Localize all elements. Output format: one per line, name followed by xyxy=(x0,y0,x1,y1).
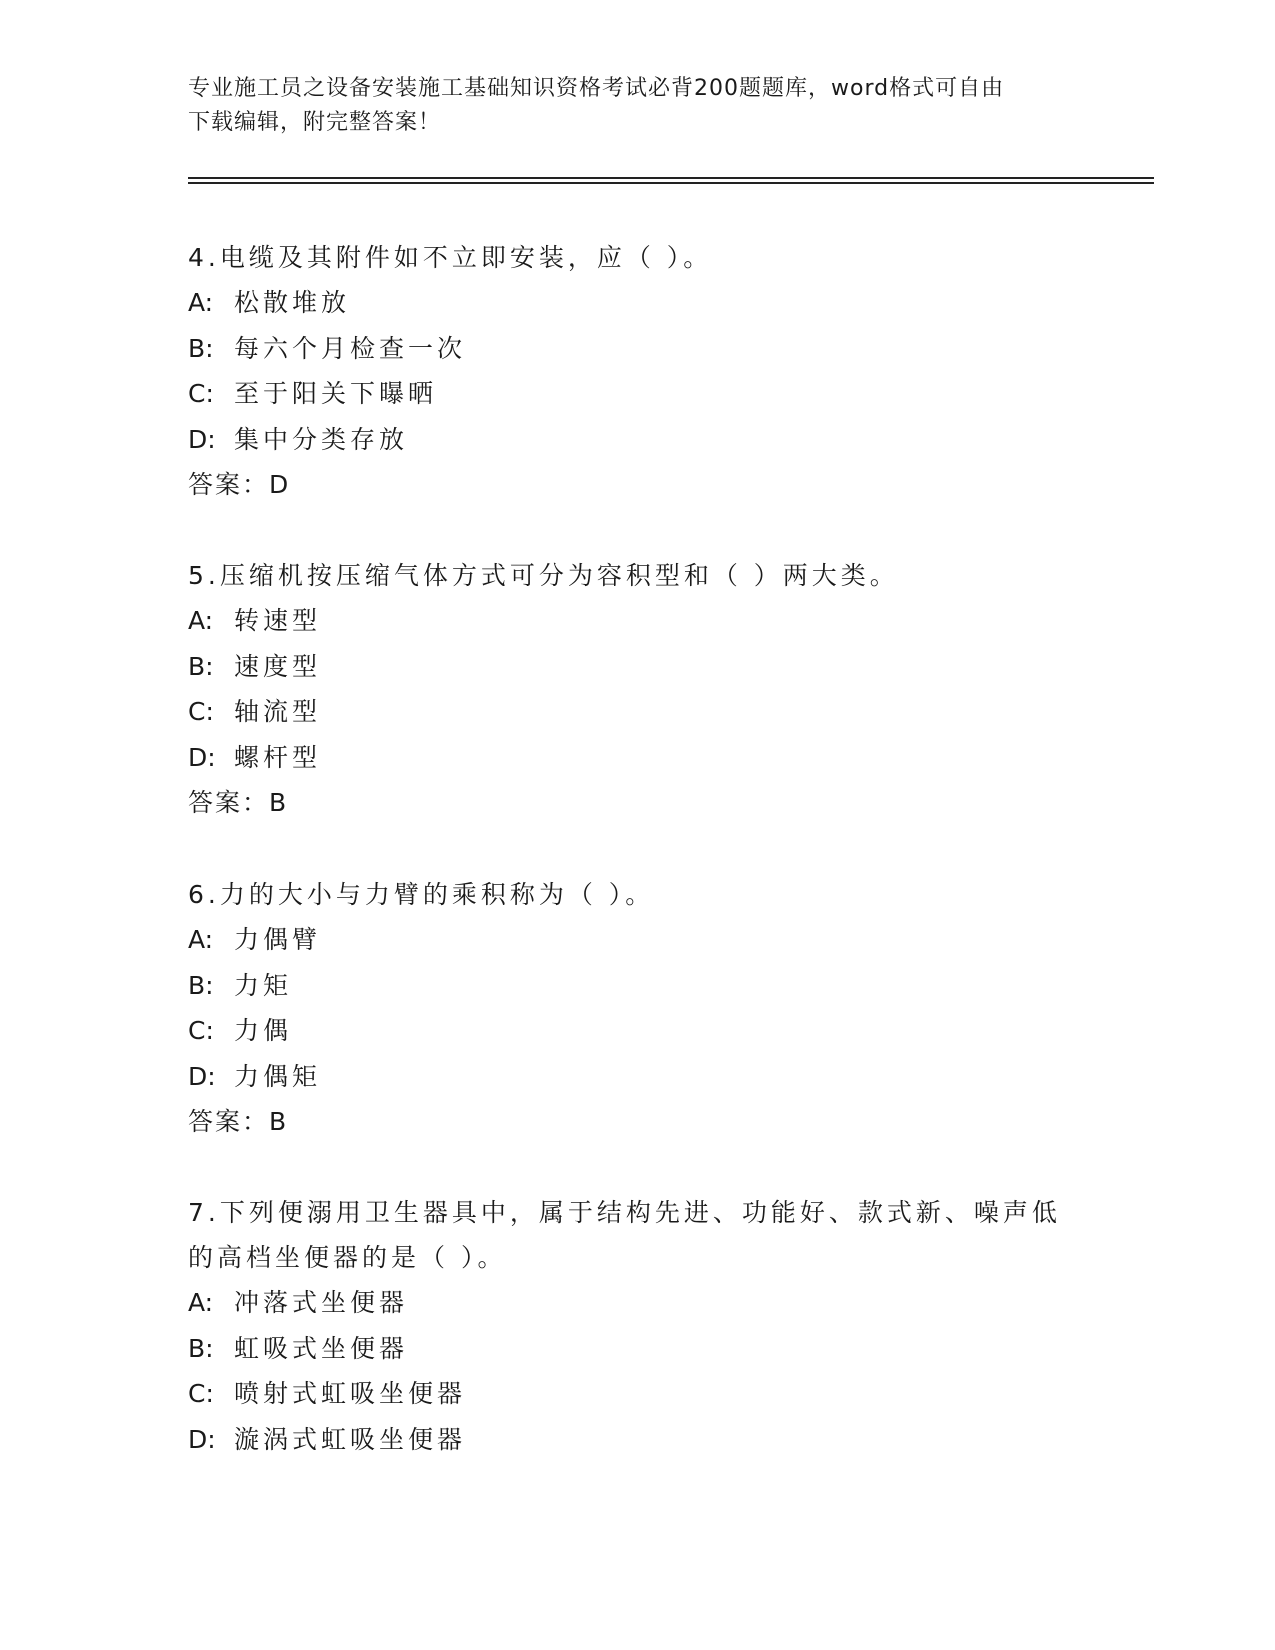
option-d xyxy=(188,735,1088,781)
option-text: 喷射式虹吸坐便器 xyxy=(234,1379,467,1408)
header-divider-bottom xyxy=(188,182,1154,184)
header-divider-top xyxy=(188,177,1154,179)
option-letter: D: xyxy=(188,1061,216,1091)
option-b xyxy=(188,1326,1088,1372)
answer-label: 答案：B xyxy=(188,1107,289,1136)
option-b xyxy=(188,963,1088,1009)
option-letter: D: xyxy=(188,424,216,454)
option-letter: B: xyxy=(188,1333,214,1363)
option-a xyxy=(188,280,1088,326)
option-a xyxy=(188,598,1088,644)
header-line-2: 下载编辑，附完整答案！ xyxy=(188,110,442,135)
option-letter: A: xyxy=(188,1288,214,1317)
option-letter: C: xyxy=(188,379,214,408)
option-text: 漩涡式虹吸坐便器 xyxy=(234,1424,467,1454)
option-text: 速度型 xyxy=(234,651,322,681)
option-letter: B: xyxy=(188,970,214,1000)
question-stem: 7.下列便溺用卫生器具中，属于结构先进、功能好、款式新、噪声低的高档坐便器的是（ ）。 xyxy=(188,1198,1061,1272)
option-c xyxy=(188,1371,1088,1417)
option-letter: A: xyxy=(188,288,214,317)
option-d xyxy=(188,417,1088,463)
option-text: 力偶臂 xyxy=(234,925,322,954)
option-text: 转速型 xyxy=(234,606,322,635)
option-letter: B: xyxy=(188,333,214,363)
option-text: 螺杆型 xyxy=(234,742,322,772)
question-stem: 5.压缩机按压缩气体方式可分为容积型和（ ）两大类。 xyxy=(188,561,899,590)
question-7 xyxy=(188,1190,1088,1462)
option-text: 集中分类存放 xyxy=(234,424,409,454)
option-b xyxy=(188,326,1088,372)
option-text: 轴流型 xyxy=(234,697,322,726)
option-letter: D: xyxy=(188,742,216,772)
option-text: 力偶矩 xyxy=(234,1061,322,1091)
option-a xyxy=(188,1280,1088,1326)
question-stem: 4.电缆及其附件如不立即安装，应（ ）。 xyxy=(188,243,713,272)
answer-label: 答案：B xyxy=(188,788,289,817)
option-b xyxy=(188,644,1088,690)
option-letter: A: xyxy=(188,606,214,635)
option-d xyxy=(188,1417,1088,1463)
option-letter: A: xyxy=(188,925,214,954)
option-letter: C: xyxy=(188,1016,214,1045)
question-5 xyxy=(188,553,1088,826)
option-letter: C: xyxy=(188,1379,214,1408)
option-letter: B: xyxy=(188,651,214,681)
option-text: 力矩 xyxy=(234,970,293,1000)
answer-label: 答案：D xyxy=(188,470,291,499)
option-a xyxy=(188,917,1088,963)
option-text: 力偶 xyxy=(234,1016,293,1045)
option-c xyxy=(188,689,1088,735)
option-c xyxy=(188,371,1088,417)
question-6 xyxy=(188,872,1088,1145)
option-d xyxy=(188,1054,1088,1100)
option-text: 每六个月检查一次 xyxy=(234,333,467,363)
option-text: 虹吸式坐便器 xyxy=(234,1333,409,1363)
header-line-1: 专业施工员之设备安装施工基础知识资格考试必背200题题库，word格式可自由 xyxy=(188,76,1005,101)
option-text: 松散堆放 xyxy=(234,288,351,317)
option-text: 至于阳关下曝晒 xyxy=(234,379,438,408)
option-letter: C: xyxy=(188,697,214,726)
question-4 xyxy=(188,235,1088,508)
option-c xyxy=(188,1008,1088,1054)
option-text: 冲落式坐便器 xyxy=(234,1288,409,1317)
question-stem: 6.力的大小与力臂的乘积称为（ ）。 xyxy=(188,880,655,909)
document-header xyxy=(188,72,1088,140)
option-letter: D: xyxy=(188,1424,216,1454)
